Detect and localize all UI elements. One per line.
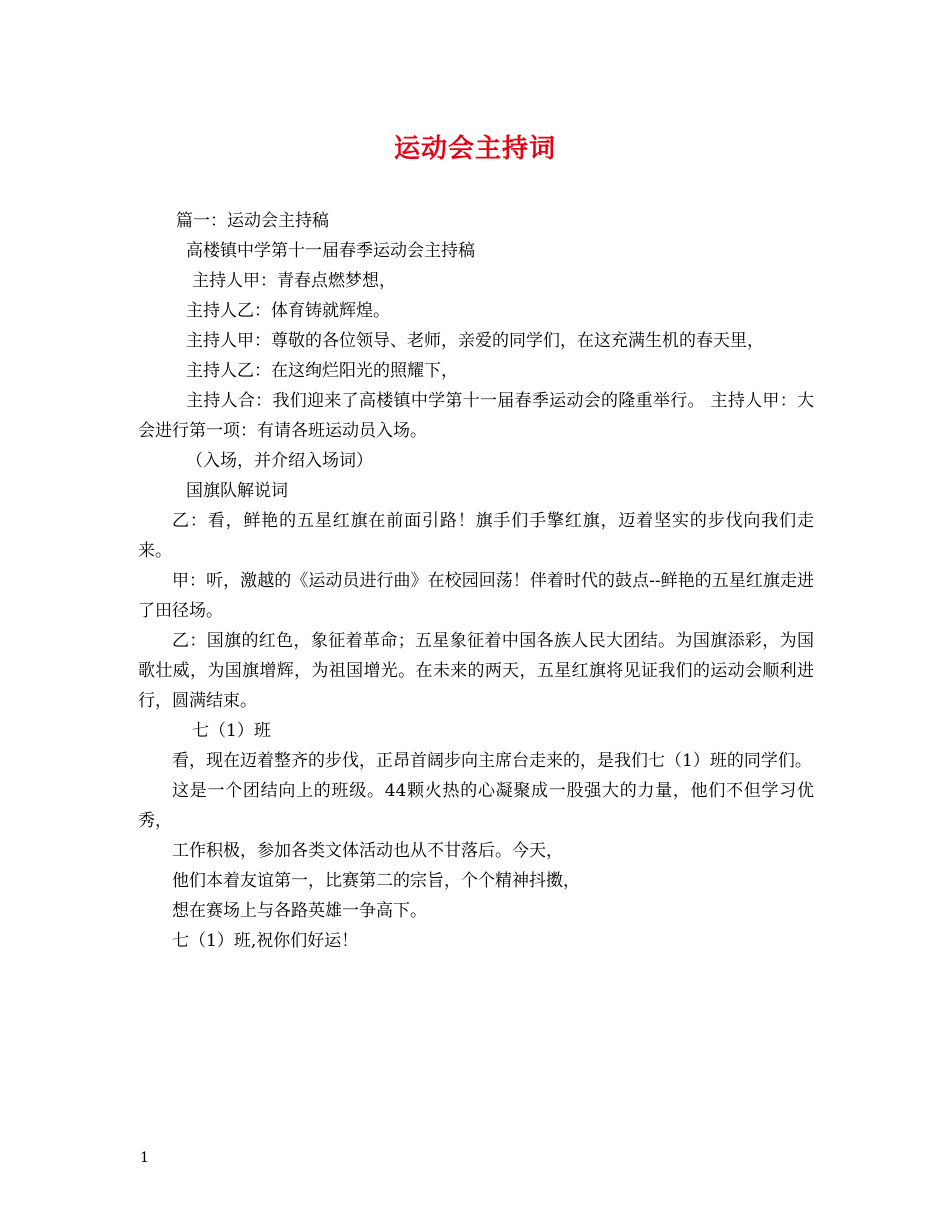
script-paragraph: 乙：看，鲜艳的五星红旗在前面引路！旗手们手擎红旗，迈着坚实的步伐向我们走来。 <box>138 511 814 561</box>
section-heading: 七（1）班 <box>192 721 271 741</box>
script-paragraph: 七（1）班,祝你们好运！ <box>172 931 359 951</box>
host-line: 主持人乙：体育铸就辉煌。 <box>186 301 390 321</box>
host-line: 主持人甲：尊敬的各位领导、老师，亲爱的同学们，在这充满生机的春天里， <box>186 331 764 351</box>
section-heading: 篇一：运动会主持稿 <box>176 211 329 231</box>
host-line: 主持人乙：在这绚烂阳光的照耀下， <box>186 361 458 381</box>
script-paragraph: 想在赛场上与各路英雄一争高下。 <box>172 901 427 921</box>
subtitle-line: 高楼镇中学第十一届春季运动会主持稿 <box>186 241 475 261</box>
document-body <box>138 206 814 956</box>
document-title: 运动会主持词 <box>393 134 556 164</box>
script-paragraph: 甲：听，激越的《运动员进行曲》在校园回荡！伴着时代的鼓点--鲜艳的五星红旗走进了田径场。 <box>138 571 814 621</box>
script-paragraph: 他们本着友谊第一，比赛第二的宗旨，个个精神抖擞， <box>172 871 580 891</box>
script-paragraph: 这是一个团结向上的班级。44颗火热的心凝聚成一股强大的力量，他们不但学习优秀， <box>138 781 814 831</box>
script-paragraph: 看，现在迈着整齐的步伐，正昂首阔步向主席台走来的，是我们七（1）班的同学们。 <box>172 751 812 771</box>
host-line: 主持人甲：青春点燃梦想， <box>192 271 396 291</box>
script-paragraph: 乙：国旗的红色，象征着革命；五星象征着中国各族人民大团结。为国旗添彩，为国歌壮威，为国旗增辉，为祖国增光。在未来的两天，五星红旗将见证我们的运动会顺利进行，圆满结束。 <box>138 631 814 711</box>
page-number: 1 <box>140 1150 149 1166</box>
script-paragraph: 工作积极，参加各类文体活动也从不甘落后。今天， <box>172 841 563 861</box>
host-line: 主持人合：我们迎来了高楼镇中学第十一届春季运动会的隆重举行。 主持人甲：大会进行第一项：有请各班运动员入场。 <box>138 391 814 441</box>
section-heading: 国旗队解说词 <box>186 481 288 501</box>
stage-direction: （入场，并介绍入场词） <box>186 451 373 471</box>
